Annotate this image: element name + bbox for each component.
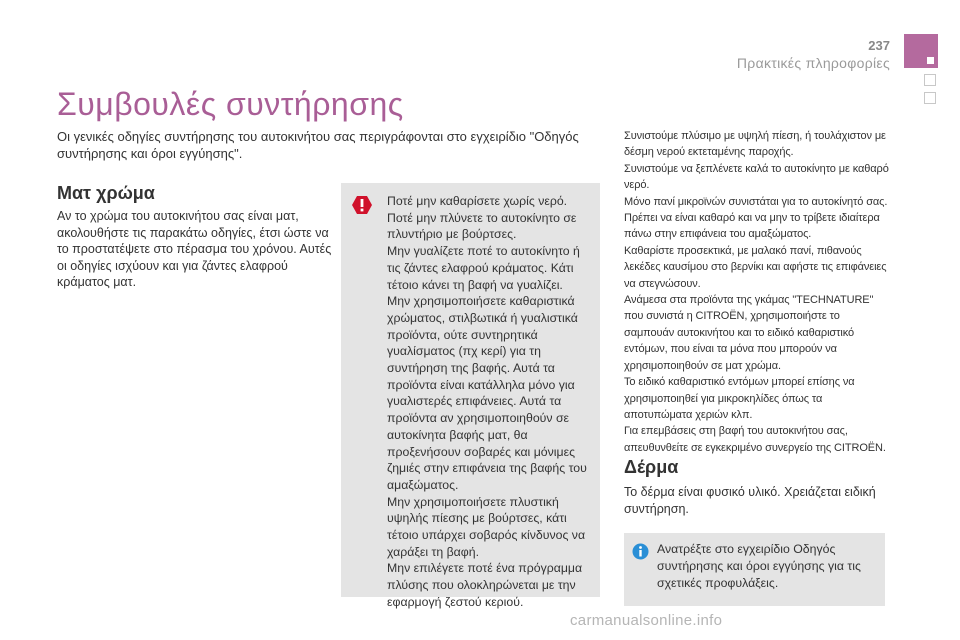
page-title: Συμβουλές συντήρησης xyxy=(57,86,404,122)
chapter-tab-active[interactable] xyxy=(904,34,938,68)
warning-line: Μην γυαλίζετε ποτέ το αυτοκίνητο ή τις ζάντες ελαφρού κράματος. Κάτι τέτοιο κάνει τη βαφή να γυαλίζει. xyxy=(387,244,580,292)
watermark: carmanualsonline.info xyxy=(570,612,723,629)
warning-text xyxy=(387,193,593,611)
advice-line: Καθαρίστε προσεκτικά, με μαλακό πανί, πιθανούς λεκέδες καυσίμου στο βερνίκι και αφήστε τις επιφάνειες να στεγνώσουν. xyxy=(624,244,887,290)
intro-paragraph: Οι γενικές οδηγίες συντήρησης του αυτοκινήτου σας περιγράφονται στο εγχειρίδιο "Οδηγός συντήρησης και όροι εγγύησης". xyxy=(57,129,579,161)
advice-line: Μόνο πανί μικροϊνών συνιστάται για το αυτοκίνητό σας. Πρέπει να είναι καθαρό και να μην το τρίβετε ιδιαίτερα πάνω στην επιφάνεια του αμαξώματος. xyxy=(624,195,888,241)
warning-exclamation-icon xyxy=(351,195,373,215)
advice-line: Ανάμεσα στα προϊόντα της γκάμας "TECHNATURE" που συνιστά η CITROËN, χρησιμοποιήστε το σαμπουάν αυτοκινήτου και το ειδικό καθαριστικό εντόμων, που είναι τα μόνα που μπορούν να χρησιμοποιηθούν σε ματ χρώμα. xyxy=(624,294,874,372)
warning-line: Ποτέ μην πλύνετε το αυτοκίνητο σε πλυντήριο με βούρτσες. xyxy=(387,210,577,242)
right-column-text xyxy=(624,128,892,456)
advice-line: Συνιστούμε πλύσιμο με υψηλή πίεση, ή τουλάχιστον με δέσμη νερού εκτεταμένης παροχής. xyxy=(624,130,886,159)
warning-line: Μην χρησιμοποιήσετε καθαριστικά χρώματος, στιλβωτικά ή γυαλιστικά προϊόντα, ούτε συντηρητικά γυαλίσματος (πχ κερί) για τη συντήρηση της βαφής. Αυτά τα προϊόντα είναι κατάλληλα μόνο για γυαλιστερές επιφάνειες. Αυτά τα προϊόντα αν χρησιμοποιηθούν σε αυτοκίνητα βαφής ματ, θα προξενήσουν σοβαρές και μόνιμες ζημιές στην επιφάνεια της βαφής του αμαξώματος. xyxy=(387,294,587,492)
warning-box xyxy=(341,183,600,609)
leather-heading: Δέρμα xyxy=(624,457,679,477)
section-header: Πρακτικές πληροφορίες xyxy=(736,55,890,71)
info-icon xyxy=(632,543,649,560)
leather-paragraph: Το δέρμα είναι φυσικό υλικό. Χρειάζεται ειδική συντήρηση. xyxy=(624,485,876,516)
advice-line: Για επεμβάσεις στη βαφή του αυτοκινήτου σας, απευθυνθείτε σε εγκεκριμένο συνεργείο της CITROËN. xyxy=(624,425,886,454)
matt-heading: Ματ χρώμα xyxy=(57,183,155,203)
warning-line: Ποτέ μην καθαρίσετε χωρίς νερό. xyxy=(387,194,568,208)
info-text: Ανατρέξτε στο εγχειρίδιο Οδηγός συντήρησης και όροι εγγύησης για τις σχετικές προφυλάξεις. xyxy=(657,542,861,590)
tab-marker xyxy=(927,57,934,64)
matt-paragraph: Αν το χρώμα του αυτοκινήτου σας είναι ματ, ακολουθήστε τις παρακάτω οδηγίες, έτσι ώστε να το προστατέψετε στο πέρασμα του χρόνου. Αυτές οι οδηγίες ισχύουν και για ζάντες ελαφρού κράματος ματ. xyxy=(57,209,332,289)
warning-line: Μην επιλέγετε ποτέ ένα πρόγραμμα πλύσης που ολοκληρώνεται με την εφαρμογή ζεστού κεριού. xyxy=(387,561,583,609)
warning-line: Μην χρησιμοποιήσετε πλυστική υψηλής πίεσης με βούρτσες, κάτι τέτοιο υπάρχει σοβαρός κίνδυνος να χαράξει τη βαφή. xyxy=(387,494,586,559)
advice-line: Το ειδικό καθαριστικό εντόμων μπορεί επίσης να χρησιμοποιηθεί για μικροκηλίδες όπως τα αποτυπώματα χεριών κλπ. xyxy=(624,376,855,421)
info-box xyxy=(624,533,885,606)
chapter-tab-1[interactable] xyxy=(924,74,936,86)
chapter-tab-2[interactable] xyxy=(924,92,936,104)
page-number: 237 xyxy=(868,38,890,53)
advice-line: Συνιστούμε να ξεπλένετε καλά το αυτοκίνητο με καθαρό νερό. xyxy=(624,162,889,192)
